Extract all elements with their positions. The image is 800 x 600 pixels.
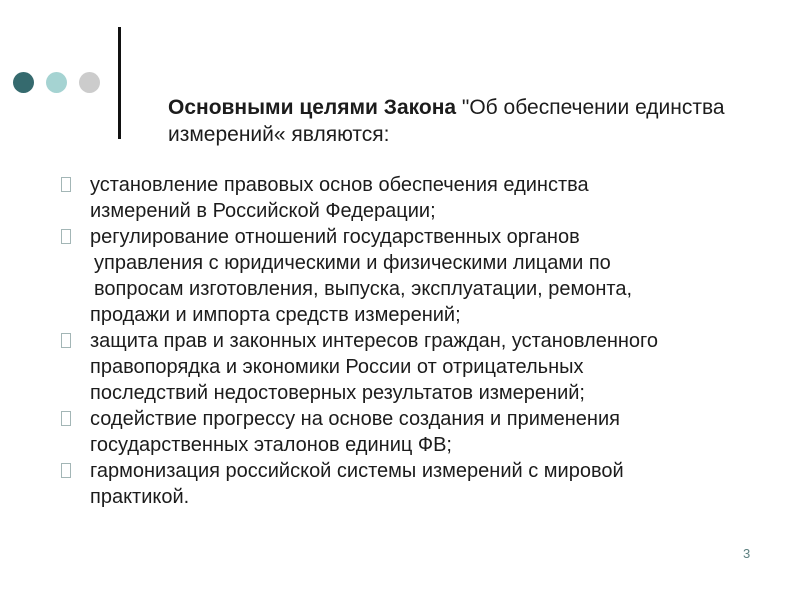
title-regular-text: "Об обеспечении единства bbox=[456, 96, 725, 119]
square-bullet-icon bbox=[61, 463, 71, 478]
bullet-text-line: практикой. bbox=[90, 486, 190, 508]
bullet-text-line: правопорядка и экономики России от отрицательных bbox=[90, 356, 584, 378]
bullet-text-line: управления с юридическими и физическими лицами по bbox=[94, 252, 611, 274]
list-item bbox=[60, 328, 658, 406]
square-bullet-icon bbox=[61, 411, 71, 426]
square-bullet-icon bbox=[61, 333, 71, 348]
bullet-text-line: установление правовых основ обеспечения единства bbox=[90, 174, 589, 196]
slide-title bbox=[168, 94, 725, 148]
title-line-2: измерений« являются: bbox=[168, 123, 390, 146]
list-item bbox=[60, 406, 658, 458]
square-bullet-icon bbox=[61, 229, 71, 244]
bullet-text-line: последствий недостоверных результатов измерений; bbox=[90, 382, 585, 404]
bullet-text-line: содействие прогрессу на основе создания и применения bbox=[90, 408, 620, 430]
title-line-1 bbox=[168, 94, 725, 121]
bullet-text-line: защита прав и законных интересов граждан, установленного bbox=[90, 330, 659, 352]
vertical-rule bbox=[118, 27, 121, 139]
list-item bbox=[60, 224, 658, 328]
deco-dot-gray-icon bbox=[79, 72, 100, 93]
page-number: 3 bbox=[743, 546, 751, 561]
bullet-text-line: продажи и импорта средств измерений; bbox=[90, 304, 461, 326]
bullet-text-line: гармонизация российской системы измерений с мировой bbox=[90, 460, 624, 482]
bullet-text-line: измерений в Российской Федерации; bbox=[90, 200, 436, 222]
title-bold-text: Основными целями Закона bbox=[168, 96, 457, 119]
list-item bbox=[60, 458, 658, 510]
square-bullet-icon bbox=[61, 177, 71, 192]
bullet-text-line: государственных эталонов единиц ФВ; bbox=[90, 434, 452, 456]
bullet-text-line: регулирование отношений государственных органов bbox=[90, 226, 580, 248]
deco-dot-dark-icon bbox=[13, 72, 34, 93]
bullet-list bbox=[60, 172, 658, 510]
deco-dot-light-icon bbox=[46, 72, 67, 93]
bullet-text-line: вопросам изготовления, выпуска, эксплуатации, ремонта, bbox=[94, 278, 633, 300]
list-item bbox=[60, 172, 658, 224]
